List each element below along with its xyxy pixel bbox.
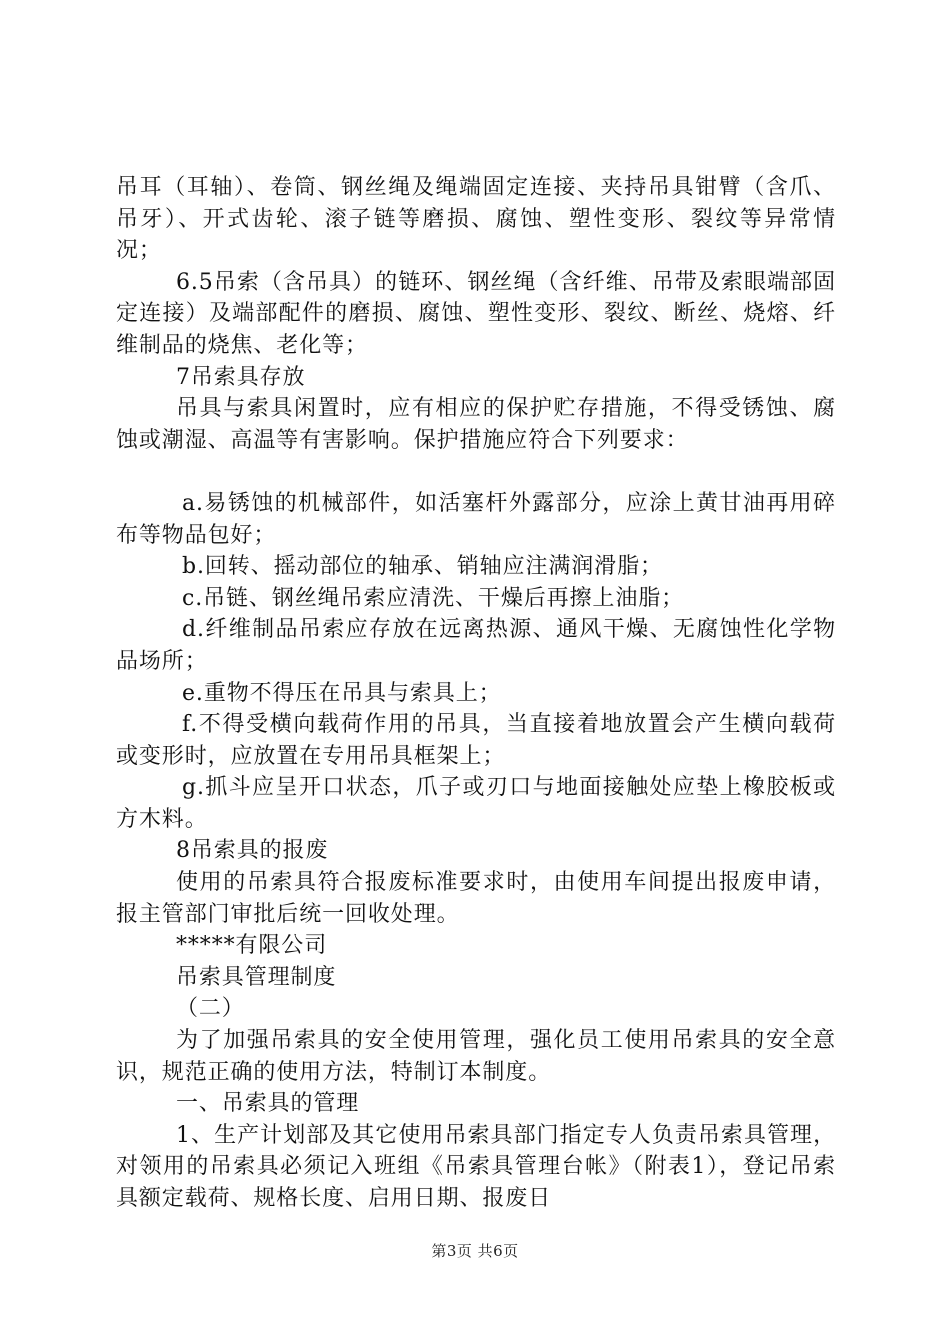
company-name: *****有限公司 [176,933,328,959]
paragraph-storage: 吊具与索具闲置时，应有相应的保护贮存措施，不得受锈蚀、腐蚀或潮湿、高温等有害影响。保护措施应符合下列要求： [116,396,836,453]
list-item-b: b.回转、摇动部位的轴承、销轴应注满润滑脂； [182,554,663,580]
paragraph-purpose: 为了加强吊索具的安全使用管理，强化员工使用吊索具的安全意识，规范正确的使用方法，特制订本制度。 [116,1028,836,1085]
document-body [116,172,836,1215]
list-item-e: e.重物不得压在吊具与索具上； [182,680,502,706]
list-item-d: d.纤维制品吊索应存放在远离热源、通风干燥、无腐蚀性化学物品场所； [116,617,836,674]
paragraph-scrap: 使用的吊索具符合报废标准要求时，由使用车间提出报废申请，报主管部门审批后统一回收处理。 [116,870,836,927]
paragraph-management-1: 1、生产计划部及其它使用吊索具部门指定专人负责吊索具管理，对领用的吊索具必须记入班组《吊索具管理台帐》（附表1），登记吊索具额定载荷、规格长度、启用日期、报废日 [116,1122,836,1211]
list-item-f: f.不得受横向载荷作用的吊具，当直接着地放置会产生横向载荷或变形时，应放置在专用吊具框架上； [116,712,836,769]
list-item-a: a.易锈蚀的机械部件，如活塞杆外露部分，应涂上黄甘油再用碎布等物品包好； [116,490,836,548]
paragraph-continuation: 吊耳（耳轴）、卷筒、钢丝绳及绳端固定连接、夹持吊具钳臂（含爪、吊牙）、开式齿轮、滚子链等磨损、腐蚀、塑性变形、裂纹等异常情况； [116,175,836,264]
page-number: 第3页 共6页 [431,1242,519,1260]
section-heading-7: 7吊索具存放 [176,364,306,390]
section-heading-1: 一、吊索具的管理 [176,1091,360,1117]
section-heading-8: 8吊索具的报废 [176,838,329,864]
paragraph-6-5: 6.5吊索（含吊具）的链环、钢丝绳（含纤维、吊带及索眼端部固定连接）及端部配件的磨损、腐蚀、塑性变形、裂纹、断丝、烧熔、纤维制品的烧焦、老化等； [116,269,836,358]
document-subtitle: （二） [176,996,245,1022]
list-item-g: g.抓斗应呈开口状态，爪子或刃口与地面接触处应垫上橡胶板或方木料。 [116,775,836,832]
blank-line [116,456,836,488]
document-title: 吊索具管理制度 [176,964,337,990]
list-item-c: c.吊链、钢丝绳吊索应清洗、干燥后再擦上油脂； [182,585,685,611]
